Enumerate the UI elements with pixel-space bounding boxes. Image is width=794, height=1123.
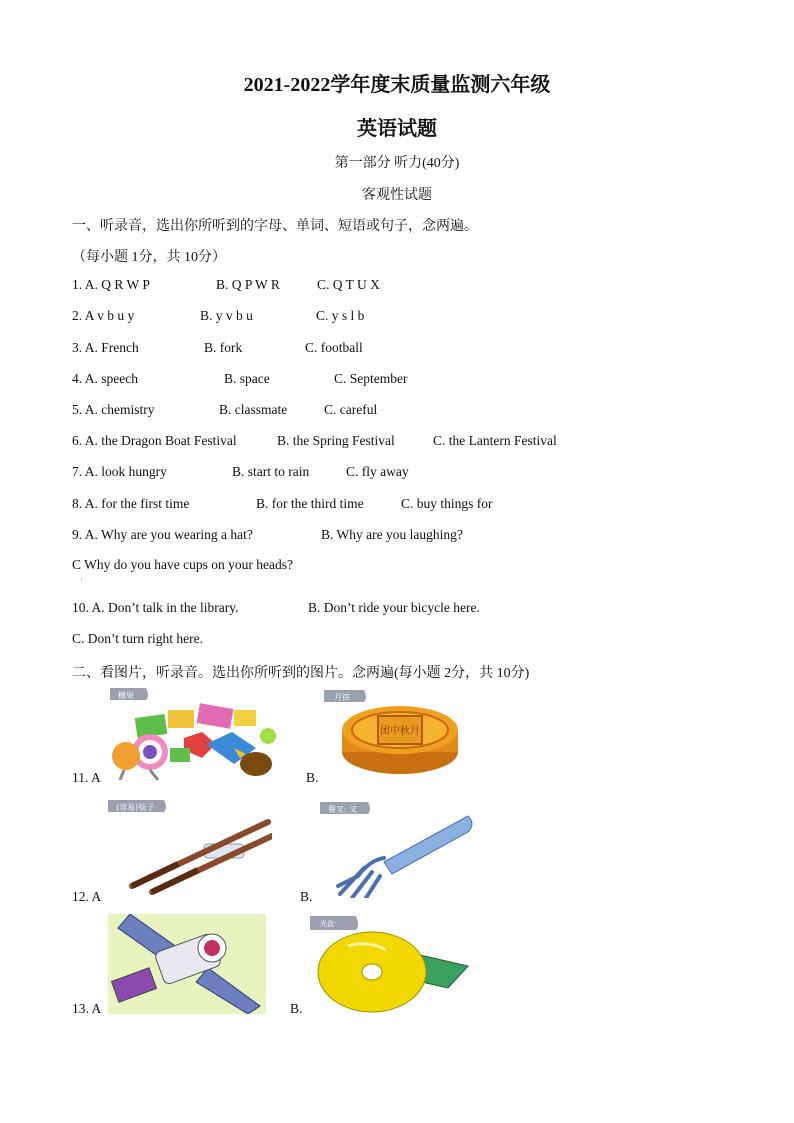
cd-image bbox=[308, 916, 472, 1014]
q12-label-b: B. bbox=[300, 889, 313, 904]
q2-option-a: 2. A v b u y bbox=[72, 308, 135, 323]
q8-option-c: C. buy things for bbox=[401, 496, 493, 511]
satellite-image bbox=[108, 914, 266, 1014]
q5-option-b: B. classmate bbox=[219, 402, 288, 417]
q5-option-a: 5. A. chemistry bbox=[72, 402, 155, 417]
page-title: 2021-2022学年度末质量监测六年级 bbox=[243, 74, 551, 96]
q11-label-a: 11. A bbox=[72, 770, 101, 785]
part-heading: 第一部分 听力(40分) bbox=[334, 156, 460, 171]
q10-option-c: C. Don’t turn right here. bbox=[72, 631, 203, 646]
q4-option-b: B. space bbox=[224, 371, 270, 386]
q13-label-a: 13. A bbox=[72, 1001, 102, 1016]
q12-label-a: 12. A bbox=[72, 889, 102, 904]
mooncake-tag-label: 月饼 bbox=[334, 693, 350, 702]
q4-option-c: C. September bbox=[334, 371, 408, 386]
q3-option-a: 3. A. French bbox=[72, 340, 139, 355]
q6-option-b: B. the Spring Festival bbox=[277, 433, 395, 448]
section1-note: （每小题 1分，共 10分） bbox=[72, 250, 226, 265]
q7-option-c: C. fly away bbox=[346, 464, 409, 479]
mooncake-image bbox=[320, 690, 478, 782]
fork-image bbox=[318, 802, 478, 898]
q2-option-b: B. y v b u bbox=[200, 308, 253, 323]
chopsticks-image bbox=[108, 800, 272, 896]
q6-option-c: C. the Lantern Festival bbox=[433, 433, 557, 448]
q9-option-c: C Why do you have cups on your heads? bbox=[72, 557, 293, 572]
section-type: 客观性试题 bbox=[362, 188, 432, 203]
q11-label-b: B. bbox=[306, 770, 319, 785]
q8-option-a: 8. A. for the first time bbox=[72, 496, 190, 511]
q7-option-a: 7. A. look hungry bbox=[72, 464, 167, 479]
stray-dot: · bbox=[80, 575, 83, 584]
q2-option-c: C. y s l b bbox=[316, 308, 365, 323]
q3-option-b: B. fork bbox=[204, 340, 243, 355]
q6-option-a: 6. A. the Dragon Boat Festival bbox=[72, 433, 237, 448]
subject-title: 英语试题 bbox=[357, 118, 437, 140]
mooncake-text: 团中秋月 bbox=[380, 726, 420, 737]
cd-tag-label: 光盘 bbox=[320, 920, 334, 928]
q5-option-c: C. careful bbox=[324, 402, 378, 417]
q1-option-b: B. Q P W R bbox=[216, 277, 280, 292]
section2-heading: 二、看图片，听录音。选出你所听到的图片。念两遍(每小题 2分，共 10分) bbox=[72, 666, 530, 681]
fork-tag-label: 餐叉: 叉 bbox=[328, 805, 358, 814]
section1-heading: 一、听录音，选出你所听到的字母、单词、短语或句子，念两遍。 bbox=[72, 219, 478, 234]
q1-option-a: 1. A. Q R W P bbox=[72, 277, 150, 292]
chopsticks-tag-label: (容易)筷子 bbox=[116, 803, 155, 812]
q3-option-c: C. football bbox=[305, 340, 363, 355]
q7-option-b: B. start to rain bbox=[232, 464, 310, 479]
q1-option-c: C. Q T U X bbox=[317, 277, 380, 292]
candy-tag-label: 糖果 bbox=[118, 691, 134, 700]
q10-option-a: 10. A. Don’t talk in the library. bbox=[72, 600, 239, 615]
q8-option-b: B. for the third time bbox=[256, 496, 364, 511]
q13-label-b: B. bbox=[290, 1001, 303, 1016]
q9-option-a: 9. A. Why are you wearing a hat? bbox=[72, 527, 253, 542]
candy-image bbox=[106, 688, 282, 780]
q9-option-b: B. Why are you laughing? bbox=[321, 527, 463, 542]
q10-option-b: B. Don’t ride your bicycle here. bbox=[308, 600, 480, 615]
q4-option-a: 4. A. speech bbox=[72, 371, 138, 386]
